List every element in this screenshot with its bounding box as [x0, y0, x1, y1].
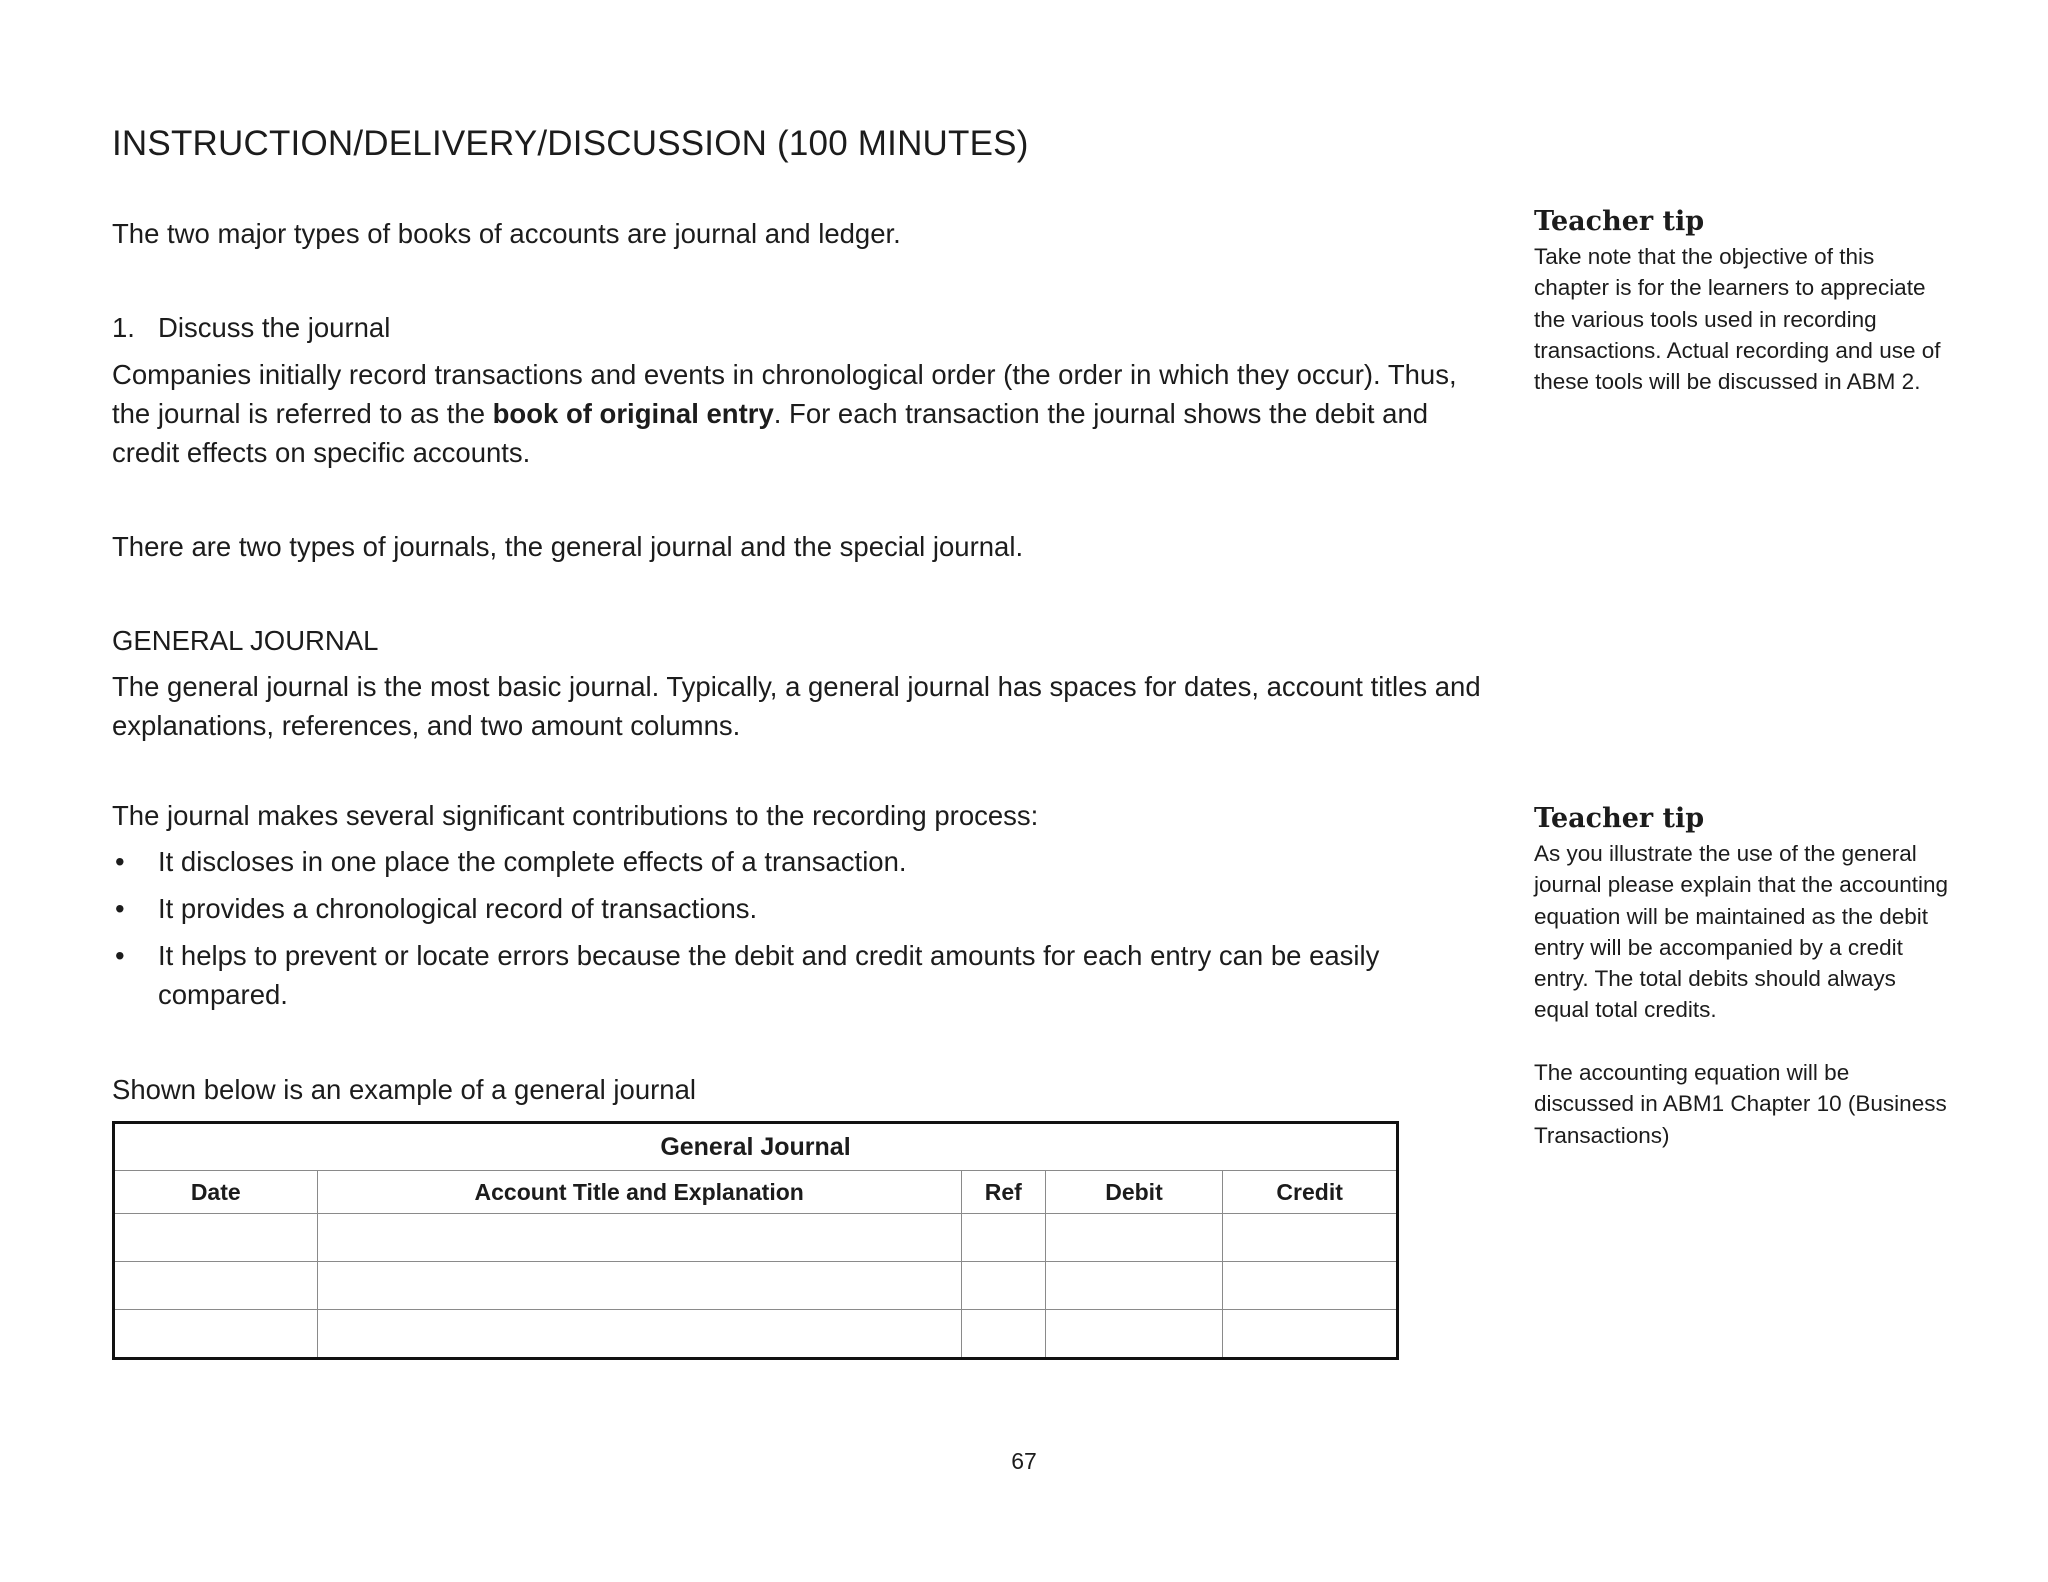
- column-header-date: Date: [114, 1171, 318, 1214]
- column-header-credit: Credit: [1223, 1171, 1398, 1214]
- column-header-debit: Debit: [1045, 1171, 1223, 1214]
- bullet-icon: •: [115, 846, 125, 877]
- teacher-tip-2-title: Teacher tip: [1534, 803, 1705, 834]
- numbered-item: [112, 308, 390, 347]
- column-header-ref: Ref: [961, 1171, 1045, 1214]
- numbered-item-text: Discuss the journal: [158, 312, 391, 343]
- list-item: • It helps to prevent or locate errors because the debit and credit amounts for each entry can be easily compared.: [112, 936, 1492, 1014]
- bullet-icon: •: [115, 940, 125, 971]
- section-heading: INSTRUCTION/DELIVERY/DISCUSSION (100 MINUTES): [112, 124, 1029, 163]
- general-journal-paragraph: The general journal is the most basic journal. Typically, a general journal has spaces for dates, account titles and explanations, references, and two amount columns.: [112, 671, 1481, 741]
- journal-types-paragraph: There are two types of journals, the general journal and the special journal.: [112, 531, 1024, 562]
- book-of-original-entry-term: book of original entry: [492, 398, 774, 429]
- teacher-tip-1-title: Teacher tip: [1534, 206, 1705, 237]
- journal-paragraph: [112, 355, 1492, 472]
- bullet-icon: •: [115, 893, 125, 924]
- column-header-account-title: Account Title and Explanation: [317, 1171, 961, 1214]
- list-item: • It discloses in one place the complete effects of a transaction.: [112, 842, 1492, 881]
- intro-paragraph: The two major types of books of accounts are journal and ledger.: [112, 218, 901, 249]
- table-title: General Journal: [114, 1123, 1398, 1171]
- page-number: 67: [1011, 1448, 1037, 1474]
- example-intro: Shown below is an example of a general journal: [112, 1074, 696, 1105]
- general-journal-table: [112, 1121, 1399, 1360]
- general-journal-heading: GENERAL JOURNAL: [112, 625, 379, 656]
- journal-paragraph-end: . For each transaction the journal shows the debit and credit effects on specific accounts.: [112, 398, 1429, 468]
- journal-paragraph-start: Companies initially record transactions and events in chronological order (the order in which they occur). Thus, the journal is referred to as the: [112, 359, 1457, 429]
- teacher-tip-2-text: As you illustrate the use of the general journal please explain that the accounting equation will be maintained as the debit entry will be accompanied by a credit entry. The total debits should always equal total credits. The accounting equation will be discussed in ABM1 Chapter 10 (Business Transactions): [1534, 841, 1949, 1148]
- list-item: • It provides a chronological record of transactions.: [112, 889, 1492, 928]
- contributions-intro: The journal makes several significant contributions to the recording process:: [112, 800, 1039, 831]
- table-row: [114, 1262, 1398, 1310]
- table-title-row: [114, 1123, 1398, 1171]
- table-row: [114, 1310, 1398, 1359]
- teacher-tip-1-text: Take note that the objective of this chapter is for the learners to appreciate the various tools used in recording transactions. Actual recording and use of these tools will be discussed in ABM 2.: [1534, 244, 1941, 395]
- table-row: [114, 1214, 1398, 1262]
- contributions-list: [112, 842, 1492, 1022]
- numbered-item-number: 1.: [112, 312, 135, 343]
- table-header-row: [114, 1171, 1398, 1214]
